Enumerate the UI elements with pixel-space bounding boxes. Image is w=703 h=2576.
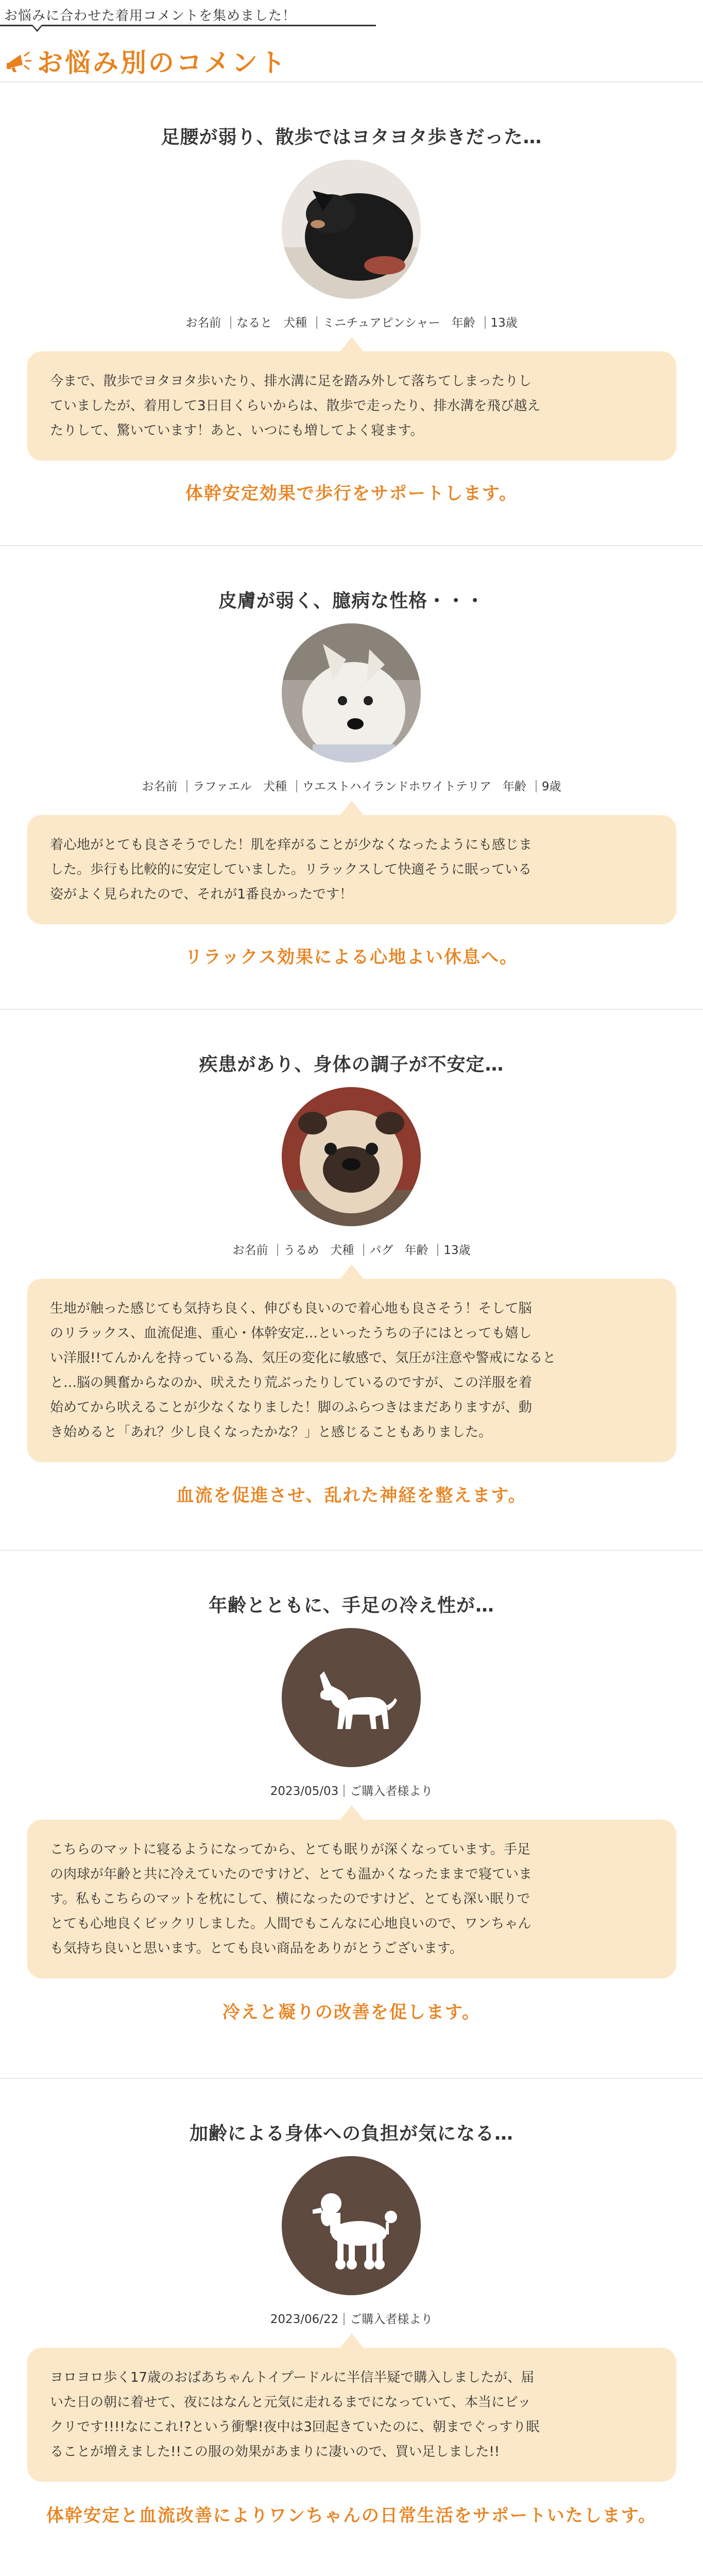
age-label: 年齢: [404, 1244, 428, 1257]
dog-breed: ウエストハイランドホワイトテリア: [302, 780, 491, 793]
comment-line: と…脳の興奮からなのか、吠えたり荒ぶったりしているのですが、この洋服を着: [50, 1375, 533, 1391]
reviewer-label: ご購入者様より: [350, 1785, 433, 1798]
comment-line: す。私もこちらのマットを枕にして、横になったのですけど、とても深い眠りで: [50, 1891, 530, 1907]
name-label: お名前: [142, 780, 178, 793]
dog-name: なると: [236, 316, 272, 330]
section-heading: [5, 42, 287, 79]
dog-photo-avatar: [282, 1087, 421, 1226]
chihuahua-silhouette-icon: [282, 1628, 421, 1767]
header: [0, 0, 703, 82]
comment-line: ていましたが、着用して3日目くらいからは、散歩で走ったり、排水溝を飛び越え: [50, 398, 541, 414]
dog-name: ラファエル: [193, 780, 252, 793]
breed-label: 犬種: [263, 780, 287, 793]
dog-photo-avatar: [282, 623, 421, 762]
dog-age: 13歳: [490, 316, 518, 330]
pug-photo: [282, 1087, 421, 1226]
comment-bubble: [27, 351, 676, 461]
header-subtitle: お悩みに合わせた着用コメントを集めました！: [4, 8, 297, 24]
comment-section: [0, 82, 703, 546]
comment-line: の肉球が年齢と共に冷えていたのですけど、とても温かくなったままで寝ていま: [50, 1867, 533, 1882]
comment-line: クリです!!!!なにこれ!?という衝撃!夜中は3回起きていたのに、朝までぐっすり眠: [50, 2419, 540, 2435]
review-date: 2023/06/22: [270, 2313, 339, 2326]
comment-line: 着心地がとても良さそうでした！肌を痒がることが少なくなったようにも感じま: [50, 837, 533, 853]
comment-line: き始めると「あれ？少し良くなったかな？」と感じることもありました。: [50, 1425, 492, 1440]
concern-title: 皮膚が弱く、臆病な性格・・・: [218, 590, 485, 612]
reviewer-label: ご購入者様より: [350, 2313, 433, 2326]
comment-line: い洋服!!てんかんを持っている為、気圧の変化に敏感で、気圧が注意や警戒になると: [50, 1350, 556, 1366]
breed-label: 犬種: [330, 1244, 354, 1257]
dog-profile: [0, 1241, 703, 1258]
breed-label: 犬種: [283, 316, 307, 330]
dog-name: うるめ: [283, 1244, 319, 1257]
westie-photo: [282, 623, 421, 762]
comment-bubble: [27, 1279, 676, 1462]
name-label: お名前: [185, 316, 221, 330]
concern-title: 疾患があり、身体の調子が不安定…: [199, 1054, 504, 1075]
effect-text: 体幹安定効果で歩行をサポートします。: [185, 483, 518, 504]
comment-section: [0, 546, 703, 1010]
dog-profile: [0, 313, 703, 330]
dog-breed: パグ: [369, 1244, 393, 1257]
comment-line: ることが増えました!!この服の効果があまりに凄いので、買い足しました!!: [50, 2444, 500, 2460]
age-label: 年齢: [451, 316, 475, 330]
comment-line: 生地が触った感じても気持ち良く、伸びも良いので着心地も良さそう！そして脳: [50, 1301, 532, 1316]
dog-age: 13歳: [443, 1244, 471, 1257]
poodle-silhouette-icon: [282, 2156, 421, 2295]
header-divider: [0, 25, 376, 26]
effect-text: 体幹安定と血流改善によりワンちゃんの日常生活をサポートいたします。: [46, 2505, 657, 2526]
name-label: お名前: [232, 1244, 268, 1257]
review-meta: [0, 2310, 703, 2327]
effect-text: リラックス効果による心地よい休息へ。: [185, 947, 518, 968]
dog-photo-avatar: [282, 160, 421, 299]
comment-line: のリラックス、血流促進、重心・体幹安定…といったうちの子にはとっても嬉し: [50, 1326, 532, 1341]
comment-bubble: [27, 2348, 676, 2482]
dog-icon-avatar: [282, 2156, 421, 2295]
comment-line: とても心地良くビックリしました。人間でもこんなに心地良いので、ワンちゃん: [50, 1916, 531, 1931]
miniature-pinscher-photo: [282, 160, 421, 299]
age-label: 年齢: [502, 780, 526, 793]
comment-section: [0, 1010, 703, 1551]
dog-breed: ミニチュアピンシャー: [322, 316, 440, 330]
comment-line: も気持ち良いと思います。とても良い商品をありがとうございます。: [50, 1941, 463, 1956]
comment-line: 今まで、散歩でヨタヨタ歩いたり、排水溝に足を踏み外して落ちてしまったりし: [50, 374, 532, 389]
comment-line: ヨロヨロ歩く17歳のおばあちゃんトイプードルに半信半疑で購入しましたが、届: [50, 2370, 535, 2385]
comment-line: 始めてから吠えることが少なくなりました！脚のふらつきはまだありますが、動: [50, 1400, 532, 1415]
header-title: お悩み別のコメント: [37, 48, 287, 78]
effect-text: 冷えと凝りの改善を促します。: [222, 2002, 481, 2023]
megaphone-icon: [5, 49, 33, 72]
dog-icon-avatar: [282, 1628, 421, 1767]
review-meta: [0, 1782, 703, 1799]
comment-bubble: [27, 1820, 676, 1978]
review-date: 2023/05/03: [270, 1785, 339, 1798]
dog-age: 9歳: [541, 780, 561, 793]
concern-title: 足腰が弱り、散歩ではヨタヨタ歩きだった…: [161, 127, 542, 148]
dog-profile: [0, 777, 703, 794]
comment-bubble: [27, 815, 676, 924]
comment-section: [0, 2079, 703, 2576]
comment-line: こちらのマットに寝るようになってから、とても眠りが深くなっています。手足: [50, 1842, 530, 1857]
comment-line: 姿がよく見られたので、それが1番良かったです！: [50, 887, 353, 902]
concern-title: 年齢とともに、手足の冷え性が…: [208, 1595, 494, 1616]
comment-section: [0, 1551, 703, 2079]
comment-line: した。歩行も比較的に安定していました。リラックスして快適そうに眠っている: [50, 862, 532, 877]
comment-line: たりして、驚いています！あと、いつにも増してよく寝ます。: [50, 423, 424, 438]
concern-title: 加齢による身体への負担が気になる…: [189, 2123, 513, 2144]
comment-line: いた日の朝に着せて、夜にはなんと元気に走れるまでになっていて、本当にビッ: [50, 2395, 531, 2410]
effect-text: 血流を促進させ、乱れた神経を整えます。: [176, 1485, 527, 1506]
